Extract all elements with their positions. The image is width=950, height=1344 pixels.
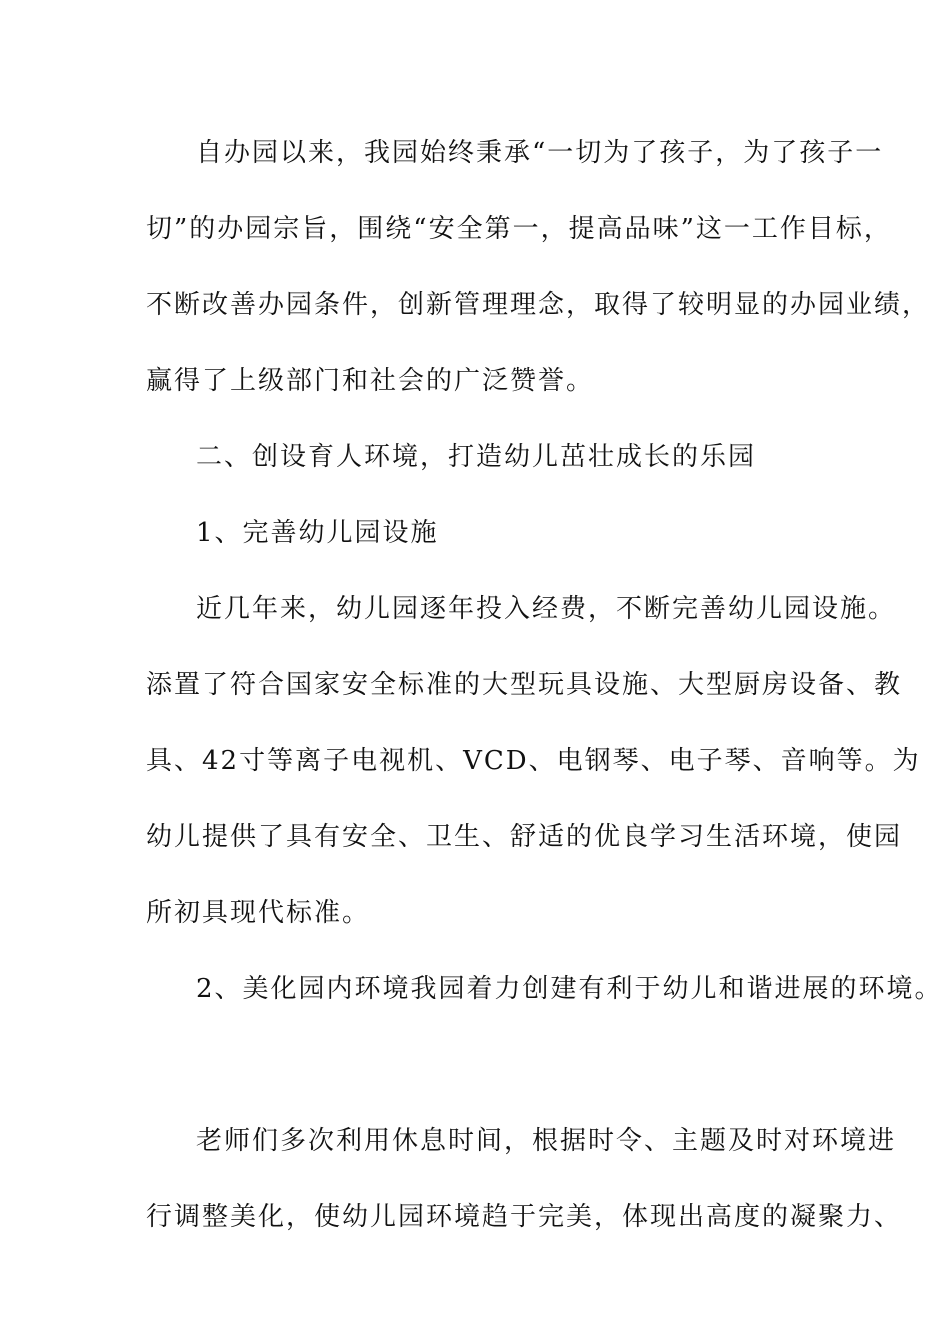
paragraph-line-7: 具、42寸等离子电视机、VCD、电钢琴、电子琴、音响等。为 (146, 746, 921, 776)
paragraph-line-6: 添置了符合国家安全标准的大型玩具设施、大型厨房设备、教 (146, 670, 903, 700)
paragraph-line-2: 切”的办园宗旨，围绕“安全第一，提高品味”这一工作目标， (146, 214, 892, 244)
paragraph-line-10: 老师们多次利用休息时间，根据时令、主题及时对环境进 (196, 1126, 897, 1156)
paragraph-line-3: 不断改善办园条件，创新管理理念，取得了较明显的办园业绩， (146, 290, 931, 320)
paragraph-line-5: 近几年来，幼儿园逐年投入经费，不断完善幼儿园设施。 (196, 594, 897, 624)
section-heading: 二、创设育人环境，打造幼儿茁壮成长的乐园 (196, 442, 757, 472)
paragraph-line-9: 所初具现代标准。 (146, 898, 371, 928)
subsection-heading-2: 2、美化园内环境我园着力创建有利于幼儿和谐进展的环境。 (196, 974, 943, 1004)
paragraph-line-8: 幼儿提供了具有安全、卫生、舒适的优良学习生活环境，使园 (146, 822, 903, 852)
subsection-heading-1: 1、完善幼儿园设施 (196, 518, 439, 548)
paragraph-line-1: 自办园以来，我园始终秉承“一切为了孩子，为了孩子一 (196, 138, 884, 168)
paragraph-line-4: 赢得了上级部门和社会的广泛赞誉。 (146, 366, 595, 396)
paragraph-line-11: 行调整美化，使幼儿园环境趋于完美，体现出高度的凝聚力、 (146, 1202, 903, 1232)
